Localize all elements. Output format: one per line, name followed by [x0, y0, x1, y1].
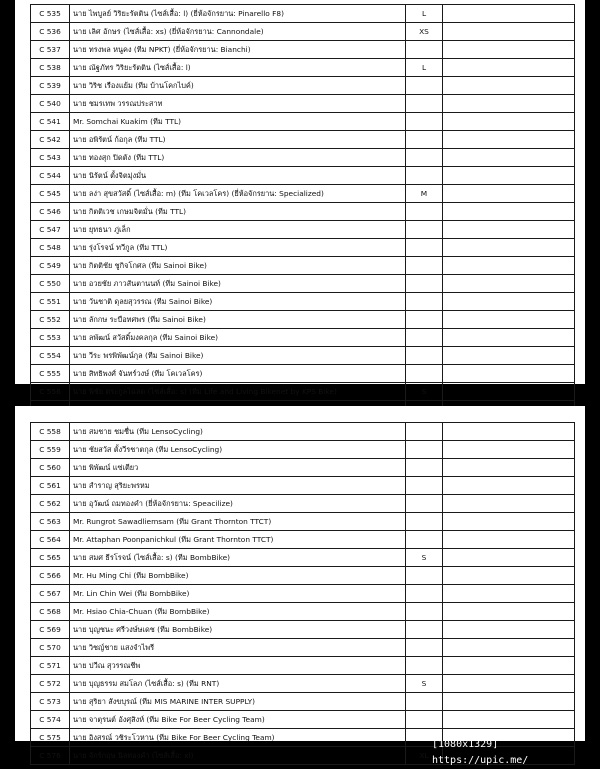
shirt-size-cell [406, 149, 443, 167]
shirt-size-cell [406, 41, 443, 59]
note-cell [443, 383, 575, 401]
note-cell [443, 603, 575, 621]
bib-number-cell: C 567 [31, 585, 70, 603]
shirt-size-cell [406, 513, 443, 531]
shirt-size-cell [406, 167, 443, 185]
table-row [31, 531, 575, 549]
participant-table [30, 4, 575, 419]
note-cell [443, 423, 575, 441]
table-row [31, 131, 575, 149]
shirt-size-cell [406, 329, 443, 347]
note-cell [443, 549, 575, 567]
participant-name-cell: Mr. Somchai Kuakim (ทีม TTL) [70, 113, 406, 131]
participant-name-cell: นาย เลิศ อักษร (ไซส์เสื้อ: xs) (ยี่ห้อจักรยาน: Cannondale) [70, 23, 406, 41]
shirt-size-cell [406, 311, 443, 329]
table-row [31, 459, 575, 477]
participant-name-cell: นาย อุวัฒน์ ถมทองคำ (ยี่ห้อจักรยาน: Speacilize) [70, 495, 406, 513]
table-row [31, 329, 575, 347]
note-cell [443, 311, 575, 329]
table-row [31, 567, 575, 585]
note-cell [443, 131, 575, 149]
participant-name-cell: นาย อวยชัย ภาวสันตานนท์ (ทีม Sainoi Bike) [70, 275, 406, 293]
table-row [31, 293, 575, 311]
participant-name-cell: นาย ลง่า สุขสวัสดิ์ (ไซส์เสื้อ: m) (ทีม โคเวลโคร) (ยี่ห้อจักรยาน: Specialized) [70, 185, 406, 203]
bib-number-cell: C 549 [31, 257, 70, 275]
shirt-size-cell [406, 131, 443, 149]
note-cell [443, 203, 575, 221]
bib-number-cell: C 535 [31, 5, 70, 23]
participant-name-cell: นาย สำราญ สุริยะพรหม [70, 477, 406, 495]
table-row [31, 383, 575, 401]
participant-table-body [31, 423, 575, 765]
note-cell [443, 257, 575, 275]
participant-name-cell: นาย สมศ ธีรโรจน์ (ไซส์เสื้อ: s) (ทีม BombBike) [70, 549, 406, 567]
bib-number-cell: C 551 [31, 293, 70, 311]
bib-number-cell: C 553 [31, 329, 70, 347]
table-row [31, 221, 575, 239]
participant-name-cell: นาย ชัยสวัส ตั้งวีรชาตกุล (ทีม LensoCycling) [70, 441, 406, 459]
bib-number-cell: C 556 [31, 383, 70, 401]
shirt-size-cell: L [406, 5, 443, 23]
participant-name-cell: นาย ทรงพล หนูคง (ทีม NPKT) (ยี่ห้อจักรยาน: Bianchi) [70, 41, 406, 59]
note-cell [443, 95, 575, 113]
document-page-1 [15, 0, 585, 396]
bib-number-cell: C 544 [31, 167, 70, 185]
participant-name-cell: นาย ลพัฒน์ สวัสดิ์มงคลกุล (ทีม Sainoi Bike) [70, 329, 406, 347]
table-row [31, 585, 575, 603]
participant-name-cell: นาย วันชาติ ดุลยสุวรรณ (ทีม Sainoi Bike) [70, 293, 406, 311]
note-cell [443, 567, 575, 585]
participant-name-cell: นาย ลักกษ ระบือทศพร (ทีม Sainoi Bike) [70, 311, 406, 329]
bib-number-cell: C 547 [31, 221, 70, 239]
note-cell [443, 585, 575, 603]
note-cell [443, 185, 575, 203]
participant-name-cell: Mr. Hsiao Chia-Chuan (ทีม BombBike) [70, 603, 406, 621]
bib-number-cell: C 537 [31, 41, 70, 59]
bib-number-cell: C 572 [31, 675, 70, 693]
shirt-size-cell [406, 347, 443, 365]
table-row [31, 423, 575, 441]
note-cell [443, 477, 575, 495]
participant-name-cell: นาย อพิรัตน์ ก้อกุล (ทีม TTL) [70, 131, 406, 149]
table-row [31, 275, 575, 293]
participant-name-cell: นาย กิตติชัย ชูกิจโกศล (ทีม Sainoi Bike) [70, 257, 406, 275]
shirt-size-cell [406, 77, 443, 95]
bib-number-cell: C 548 [31, 239, 70, 257]
bib-number-cell: C 543 [31, 149, 70, 167]
bib-number-cell: C 571 [31, 657, 70, 675]
participant-name-cell: Mr. Attaphan Poonpanichkul (ทีม Grant Thornton TTCT) [70, 531, 406, 549]
shirt-size-cell: M [406, 185, 443, 203]
table-row [31, 113, 575, 131]
participant-name-cell: นาย จาตุรนต์ อังศุสิงห์ (ทีม Bike For Beer Cycling Team) [70, 711, 406, 729]
table-row [31, 693, 575, 711]
bib-number-cell: C 541 [31, 113, 70, 131]
shirt-size-cell [406, 477, 443, 495]
shirt-size-cell [406, 585, 443, 603]
bib-number-cell: C 545 [31, 185, 70, 203]
bib-number-cell: C 542 [31, 131, 70, 149]
note-cell [443, 23, 575, 41]
shirt-size-cell: S [406, 383, 443, 401]
participant-table-body [31, 5, 575, 419]
participant-name-cell: นาย วีระ พรพิพัฒน์กุล (ทีม Sainoi Bike) [70, 347, 406, 365]
note-cell [443, 41, 575, 59]
bib-number-cell: C 566 [31, 567, 70, 585]
participant-name-cell: นาย พิชัย ตระกูลไฉลด (ไซส์เสื้อ: s) (ทีม Life and Living Bikenet by KPS Bike) [70, 383, 406, 401]
shirt-size-cell [406, 621, 443, 639]
participant-name-cell: นาย ไพบูลย์ วิริยะรัตติน (ไซส์เสื้อ: l) (ยี่ห้อจักรยาน: Pinarello F8) [70, 5, 406, 23]
shirt-size-cell [406, 221, 443, 239]
note-cell [443, 657, 575, 675]
bib-number-cell: C 540 [31, 95, 70, 113]
table-row [31, 441, 575, 459]
table-row [31, 639, 575, 657]
table-row [31, 95, 575, 113]
bib-number-cell: C 565 [31, 549, 70, 567]
table-row [31, 603, 575, 621]
table-row [31, 311, 575, 329]
bib-number-cell: C 564 [31, 531, 70, 549]
bib-number-cell: C 574 [31, 711, 70, 729]
note-cell [443, 459, 575, 477]
bib-number-cell: C 550 [31, 275, 70, 293]
table-row [31, 239, 575, 257]
note-cell [443, 693, 575, 711]
bib-number-cell: C 573 [31, 693, 70, 711]
participant-name-cell: นาย นิรัตน์ ตั้งจิตมุ่งมั่น [70, 167, 406, 185]
shirt-size-cell [406, 711, 443, 729]
table-row [31, 185, 575, 203]
shirt-size-cell [406, 603, 443, 621]
note-cell [443, 639, 575, 657]
participant-name-cell: นาย อิงสรณ์ วชิระโวหาน (ทีม Bike For Beer Cycling Team) [70, 729, 406, 747]
note-cell [443, 239, 575, 257]
note-cell [443, 513, 575, 531]
bib-number-cell: C 546 [31, 203, 70, 221]
table-row [31, 347, 575, 365]
shirt-size-cell [406, 531, 443, 549]
note-cell [443, 711, 575, 729]
participant-name-cell: นาย สิทธิพงศ์ จันทร์วงษ์ (ทีม โคเวลโคร) [70, 365, 406, 383]
table-row [31, 77, 575, 95]
note-cell [443, 329, 575, 347]
bib-number-cell: C 576 [31, 747, 70, 765]
shirt-size-cell [406, 495, 443, 513]
table-row [31, 675, 575, 693]
participant-name-cell: นาย ณัฐภัทร วิริยะรัตติน (ไซส์เสื้อ: l) [70, 59, 406, 77]
note-cell [443, 221, 575, 239]
table-row [31, 513, 575, 531]
table-row [31, 711, 575, 729]
bib-number-cell: C 561 [31, 477, 70, 495]
participant-name-cell: นาย บุญชนะ ศรีวงษ์ษเดช (ทีม BombBike) [70, 621, 406, 639]
table-row [31, 621, 575, 639]
table-row [31, 149, 575, 167]
bib-number-cell: C 568 [31, 603, 70, 621]
note-cell [443, 531, 575, 549]
participant-name-cell: นาย ปวีณ สุวรรณชีพ [70, 657, 406, 675]
bib-number-cell: C 569 [31, 621, 70, 639]
note-cell [443, 167, 575, 185]
table-row [31, 657, 575, 675]
participant-table [30, 422, 575, 765]
note-cell [443, 621, 575, 639]
shirt-size-cell: S [406, 675, 443, 693]
table-row [31, 5, 575, 23]
bib-number-cell: C 563 [31, 513, 70, 531]
note-cell [443, 59, 575, 77]
table-row [31, 41, 575, 59]
shirt-size-cell [406, 113, 443, 131]
participant-name-cell: Mr. Hu Ming Chi (ทีม BombBike) [70, 567, 406, 585]
shirt-size-cell: XL [406, 747, 443, 765]
participant-name-cell: นาย สมชาย ชมชื่น (ทีม LensoCycling) [70, 423, 406, 441]
shirt-size-cell [406, 441, 443, 459]
shirt-size-cell [406, 567, 443, 585]
table-row [31, 365, 575, 383]
shirt-size-cell [406, 239, 443, 257]
table-row [31, 477, 575, 495]
table-row [31, 495, 575, 513]
note-cell [443, 77, 575, 95]
bib-number-cell: C 555 [31, 365, 70, 383]
bib-number-cell: C 575 [31, 729, 70, 747]
shirt-size-cell [406, 459, 443, 477]
shirt-size-cell [406, 639, 443, 657]
participant-name-cell: นาย วิริช เรืองแย้ม (ทีม บ้านโคกไบค์) [70, 77, 406, 95]
image-size-caption: [1080x1329] https://upic.me/ [432, 739, 529, 766]
participant-name-cell: นาย ยุทธนา ภู่เล็ก [70, 221, 406, 239]
participant-name-cell: นาย วิชญ์ชาย แสงจำไพรี [70, 639, 406, 657]
table-row [31, 59, 575, 77]
participant-name-cell: นาย รุ่งโรจน์ ทวีกูล (ทีม TTL) [70, 239, 406, 257]
note-cell [443, 293, 575, 311]
bib-number-cell: C 560 [31, 459, 70, 477]
note-cell [443, 5, 575, 23]
participant-name-cell: นาย ชมรเทพ วรรณประสาท [70, 95, 406, 113]
participant-name-cell: นาย สุริยา สังขบุรณ์ (ทีม MIS MARINE INTER SUPPLY) [70, 693, 406, 711]
bib-number-cell: C 552 [31, 311, 70, 329]
bib-number-cell: C 538 [31, 59, 70, 77]
table-row [31, 257, 575, 275]
table-row [31, 549, 575, 567]
note-cell [443, 365, 575, 383]
note-cell [443, 113, 575, 131]
note-cell [443, 441, 575, 459]
shirt-size-cell [406, 293, 443, 311]
shirt-size-cell: L [406, 59, 443, 77]
shirt-size-cell [406, 423, 443, 441]
shirt-size-cell: XS [406, 23, 443, 41]
shirt-size-cell: S [406, 549, 443, 567]
note-cell [443, 347, 575, 365]
bib-number-cell: C 562 [31, 495, 70, 513]
participant-name-cell: นาย ทองสุก ปิดตัง (ทีม TTL) [70, 149, 406, 167]
shirt-size-cell [406, 657, 443, 675]
table-row [31, 167, 575, 185]
bib-number-cell: C 570 [31, 639, 70, 657]
bib-number-cell: C 536 [31, 23, 70, 41]
bib-number-cell: C 554 [31, 347, 70, 365]
shirt-size-cell [406, 693, 443, 711]
shirt-size-cell [406, 203, 443, 221]
table-row [31, 203, 575, 221]
participant-name-cell: นาย พิพัฒน์ แซ่เตียว [70, 459, 406, 477]
shirt-size-cell [406, 365, 443, 383]
shirt-size-cell [406, 95, 443, 113]
note-cell [443, 675, 575, 693]
shirt-size-cell [406, 275, 443, 293]
bib-number-cell: C 539 [31, 77, 70, 95]
note-cell [443, 495, 575, 513]
participant-name-cell: Mr. Rungrot Sawadliemsam (ทีม Grant Thornton TTCT) [70, 513, 406, 531]
participant-name-cell: Mr. Lin Chin Wei (ทีม BombBike) [70, 585, 406, 603]
bib-number-cell: C 558 [31, 423, 70, 441]
table-row [31, 23, 575, 41]
participant-name-cell: นาย กิตติเวช เกษมจิตมั่น (ทีม TTL) [70, 203, 406, 221]
note-cell [443, 149, 575, 167]
bib-number-cell: C 559 [31, 441, 70, 459]
participant-name-cell: นาย จักร์กฤษ นิลทองคำ (ไซส์เสื้อ: xl) [70, 747, 406, 765]
shirt-size-cell [406, 257, 443, 275]
note-cell [443, 275, 575, 293]
participant-name-cell: นาย บุญธรรม สมโลภ (ไซส์เสื้อ: s) (ทีม RNT) [70, 675, 406, 693]
